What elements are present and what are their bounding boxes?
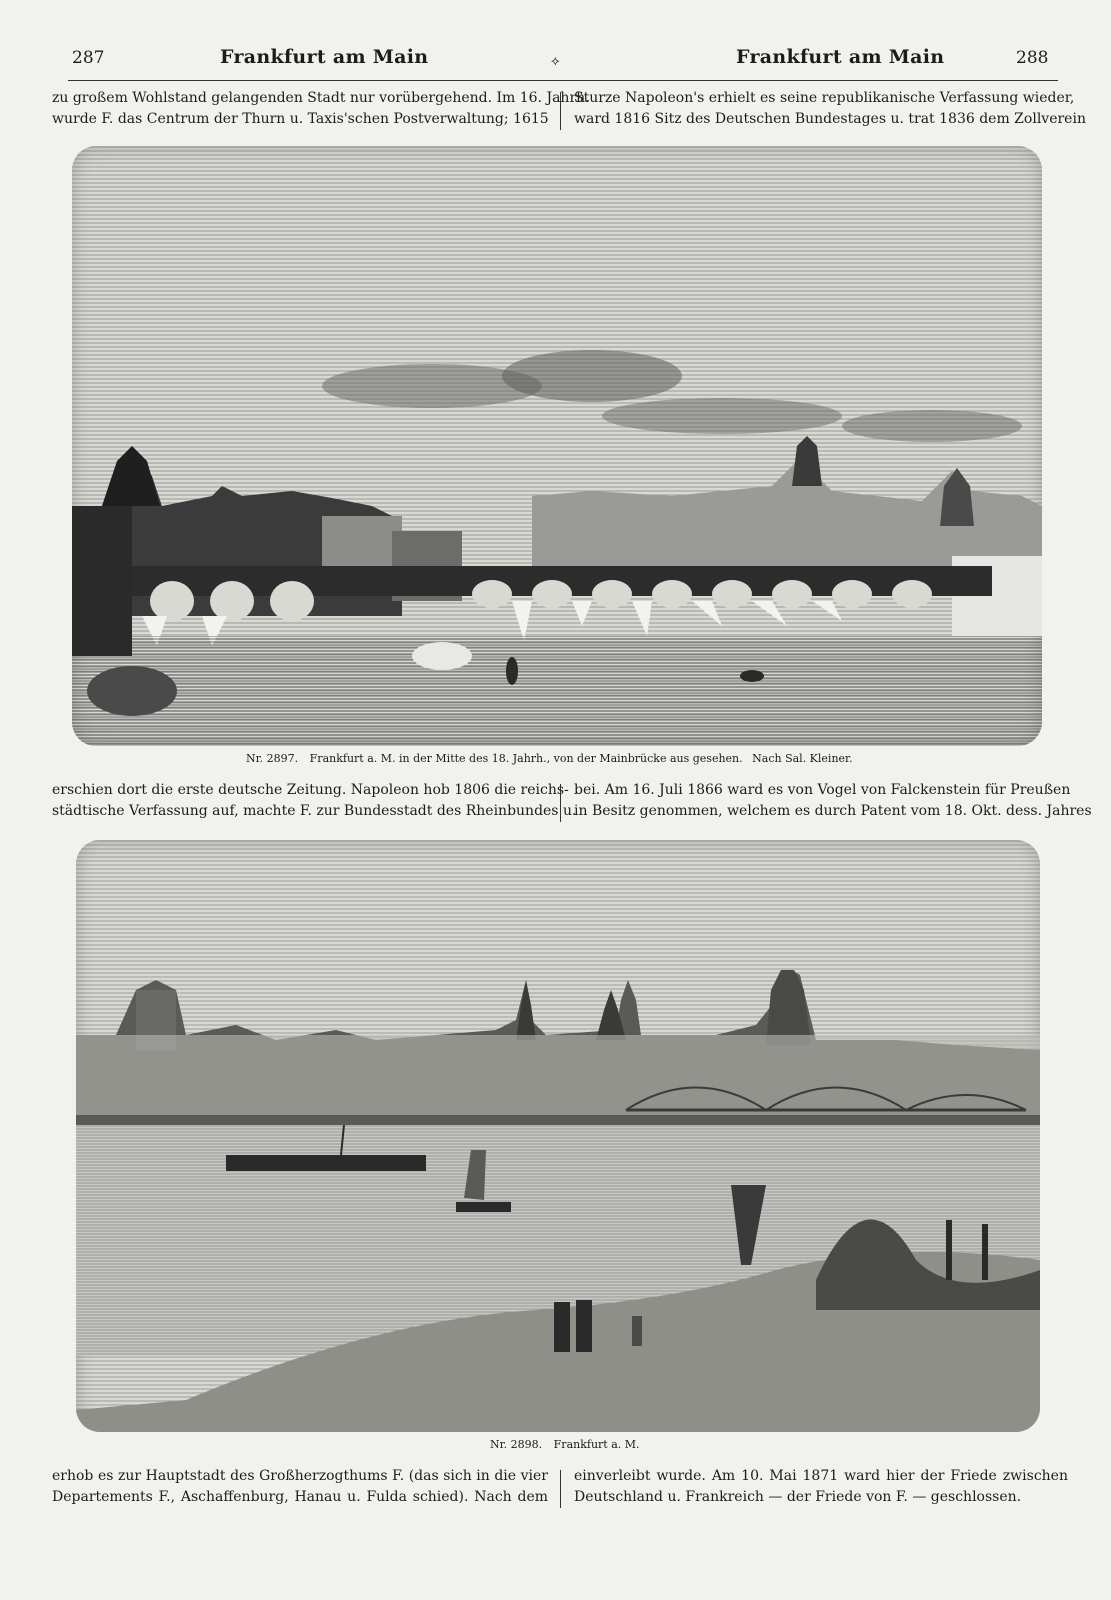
text-middle-right — [574, 780, 1092, 822]
caption-1-text: Frankfurt a. M. in der Mitte des 18. Jahrh., von der Mainbrücke aus gesehen. — [309, 752, 743, 765]
engraving-2-artwork — [76, 840, 1040, 1432]
figure-walker — [576, 1300, 592, 1352]
text-line: wurde F. das Centrum der Thurn u. Taxis'schen Postverwaltung; 1615 — [52, 111, 549, 127]
boat — [740, 670, 764, 682]
header-rule — [68, 80, 1058, 81]
caption-2-number: Nr. 2898. — [490, 1438, 543, 1451]
caption-1 — [246, 752, 853, 765]
engraving-frankfurt-19th-century — [76, 840, 1040, 1432]
text-line: einverleibt wurde. Am 10. Mai 1871 ward hier der Friede zwischen — [574, 1468, 1068, 1484]
text-line: erschien dort die erste deutsche Zeitung. Napoleon hob 1806 die reichs- — [52, 782, 569, 798]
left-building — [72, 506, 132, 656]
text-line: bei. Am 16. Juli 1866 ward es von Vogel von Falckenstein für Preußen — [574, 782, 1071, 798]
running-title-left: Frankfurt am Main — [220, 46, 429, 68]
page-number-right: 288 — [1016, 48, 1049, 68]
header-ornament: ⟡ — [551, 54, 560, 69]
running-title-right: Frankfurt am Main — [736, 46, 945, 68]
boat — [412, 642, 472, 670]
foreground-bush — [87, 666, 177, 716]
page-number-left: 287 — [72, 48, 105, 68]
figure-walker — [554, 1302, 570, 1352]
text-line: ward 1816 Sitz des Deutschen Bundestages u. trat 1836 dem Zollverein — [574, 111, 1086, 127]
text-line: Departements F., Aschaffenburg, Hanau u. Fulda schied). Nach dem — [52, 1489, 548, 1505]
cloud — [602, 398, 842, 434]
text-top-right — [574, 88, 1086, 130]
fence-post — [982, 1224, 988, 1280]
text-line: städtische Verfassung auf, machte F. zur Bundesstadt des Rheinbundes u. — [52, 803, 577, 819]
steamboat — [226, 1155, 426, 1171]
figure-child — [632, 1316, 642, 1346]
fence-post — [946, 1220, 952, 1280]
text-line: in Besitz genommen, welchem es durch Patent vom 18. Okt. dess. Jahres — [574, 803, 1092, 819]
text-line: Sturze Napoleon's erhielt es seine republikanische Verfassung wieder, — [574, 90, 1075, 106]
engraving-frankfurt-18th-century — [72, 146, 1042, 746]
caption-1-number: Nr. 2897. — [246, 752, 299, 765]
cloud — [502, 350, 682, 402]
cloud — [842, 410, 1022, 442]
column-divider — [560, 92, 561, 130]
caption-1-credit: Nach Sal. Kleiner. — [752, 752, 853, 765]
text-line: erhob es zur Hauptstadt des Großherzogthums F. (das sich in die vier — [52, 1468, 548, 1484]
text-line: zu großem Wohlstand gelangenden Stadt nur vorübergehend. Im 16. Jahrh. — [52, 90, 590, 106]
engraving-1-artwork — [72, 146, 1042, 746]
text-bottom-left — [52, 1466, 548, 1508]
boat — [506, 657, 518, 685]
text-middle-left — [52, 780, 577, 822]
sailboat-hull — [456, 1202, 511, 1212]
column-divider — [560, 1470, 561, 1508]
caption-2 — [490, 1438, 640, 1451]
text-bottom-right — [574, 1466, 1068, 1508]
text-top-left — [52, 88, 590, 130]
caption-2-text: Frankfurt a. M. — [553, 1438, 640, 1451]
text-line: Deutschland u. Frankreich — der Friede von F. — geschlossen. — [574, 1489, 1022, 1505]
column-divider — [560, 784, 561, 822]
river-main — [72, 636, 1042, 746]
